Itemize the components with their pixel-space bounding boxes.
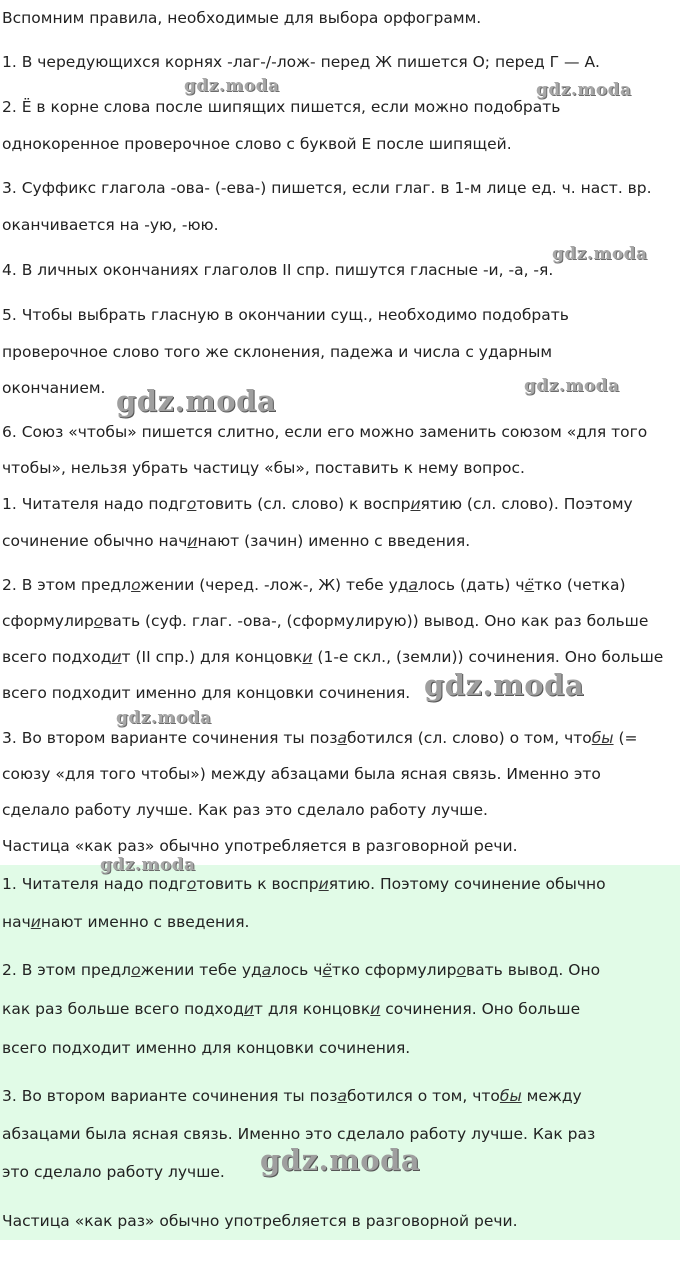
marked-letter: а	[337, 1087, 347, 1105]
rule-2-line-1: 2. Ё в корне слова после шипящих пишется, если можно подобрать	[2, 98, 561, 116]
marked-letter: бы	[591, 729, 614, 747]
marked-letter: о	[186, 495, 197, 513]
analysis-3-line-3: сделало работу лучше. Как раз это сделало работу лучше.	[2, 801, 488, 819]
rule-2-line-2: однокоренное проверочное слово с буквой Е после шипящей.	[2, 135, 512, 153]
rule-5-line-2: проверочное слово того же склонения, падежа и числа с ударным	[2, 343, 553, 361]
analysis-2-line-3: всего подходит (II спр.) для концовки (1-е скл., (земли)) сочинения. Оно больше	[2, 648, 664, 666]
analysis-4: Частица «как раз» обычно употребляется в разговорной речи.	[2, 837, 518, 855]
rule-6-line-1: 6. Союз «чтобы» пишется слитно, если его можно заменить союзом «для того	[2, 423, 648, 441]
analysis-3-line-2: союзу «для того чтобы») между абзацами была ясная связь. Именно это	[2, 765, 601, 783]
answer-3-line-1: 3. Во втором варианте сочинения ты позаботился о том, чтобы между	[2, 1087, 582, 1105]
rule-6-line-2: чтобы», нельзя убрать частицу «бы», поставить к нему вопрос.	[2, 459, 525, 477]
marked-letter: и	[370, 1000, 381, 1018]
rule-3-line-1: 3. Суффикс глагола -ова- (-ева-) пишется, если глаг. в 1-м лице ед. ч. наст. вр.	[2, 179, 652, 197]
watermark: gdz.moda	[424, 668, 585, 702]
watermark: gdz.moda	[524, 376, 620, 396]
marked-letter: и	[318, 875, 329, 893]
marked-letter: и	[30, 913, 41, 931]
answer-2-line-1: 2. В этом предложении тебе удалось чётко сформулировать вывод. Оно	[2, 961, 601, 979]
rule-1: 1. В чередующихся корнях -лаг-/-лож- перед Ж пишется О; перед Г — А.	[2, 53, 600, 71]
marked-letter: бы	[499, 1087, 522, 1105]
answer-2-line-3: всего подходит именно для концовки сочинения.	[2, 1039, 411, 1057]
marked-letter: о	[186, 875, 197, 893]
watermark: gdz.moda	[116, 708, 212, 728]
rule-4: 4. В личных окончаниях глаголов II спр. пишутся гласные -и, -а, -я.	[2, 261, 554, 279]
marked-letter: а	[408, 576, 418, 594]
marked-letter: о	[131, 576, 141, 594]
analysis-3-line-1: 3. Во втором варианте сочинения ты позаботился (сл. слово) о том, чтобы (=	[2, 729, 638, 747]
analysis-2-line-2: сформулировать (суф. глаг. -ова-, (сформулирую)) вывод. Оно как раз больше	[2, 612, 649, 630]
watermark: gdz.moda	[116, 384, 277, 418]
marked-letter: и	[111, 648, 122, 666]
analysis-2-line-1: 2. В этом предложении (черед. -лож-, Ж) тебе удалось (дать) чётко (четка)	[2, 576, 626, 594]
marked-letter: и	[302, 648, 313, 666]
watermark: gdz.moda	[100, 855, 196, 875]
answer-1-line-2: начинают именно с введения.	[2, 913, 250, 931]
answer-3-line-2: абзацами была ясная связь. Именно это сделало работу лучше. Как раз	[2, 1125, 596, 1143]
marked-letter: о	[456, 961, 466, 979]
rule-5-line-3: окончанием.	[2, 379, 106, 397]
marked-letter: о	[131, 961, 141, 979]
watermark: gdz.moda	[536, 80, 632, 100]
marked-letter: о	[93, 612, 104, 630]
watermark: gdz.moda	[552, 244, 648, 264]
analysis-1-line-2: сочинение обычно начинают (зачин) именно с введения.	[2, 532, 471, 550]
marked-letter: ё	[524, 576, 535, 594]
answer-4: Частица «как раз» обычно употребляется в разговорной речи.	[2, 1212, 518, 1230]
watermark: gdz.moda	[184, 76, 280, 96]
analysis-1-line-1: 1. Читателя надо подготовить (сл. слово) к восприятию (сл. слово). Поэтому	[2, 495, 633, 513]
marked-letter: ё	[322, 961, 332, 979]
answer-2-line-2: как раз больше всего подходит для концовки сочинения. Оно больше	[2, 1000, 581, 1018]
watermark: gdz.moda	[260, 1143, 421, 1177]
marked-letter: и	[187, 532, 198, 550]
rule-3-line-2: оканчивается на -ую, -юю.	[2, 216, 219, 234]
marked-letter: и	[410, 495, 421, 513]
answer-3-line-3: это сделало работу лучше.	[2, 1163, 225, 1181]
analysis-2-line-4: всего подходит именно для концовки сочинения.	[2, 684, 411, 702]
rule-5-line-1: 5. Чтобы выбрать гласную в окончании сущ., необходимо подобрать	[2, 306, 569, 324]
intro-line: Вспомним правила, необходимые для выбора орфограмм.	[2, 9, 482, 27]
answer-1-line-1: 1. Читателя надо подготовить к восприятию. Поэтому сочинение обычно	[2, 875, 606, 893]
marked-letter: и	[243, 1000, 254, 1018]
marked-letter: а	[261, 961, 272, 979]
marked-letter: а	[337, 729, 347, 747]
